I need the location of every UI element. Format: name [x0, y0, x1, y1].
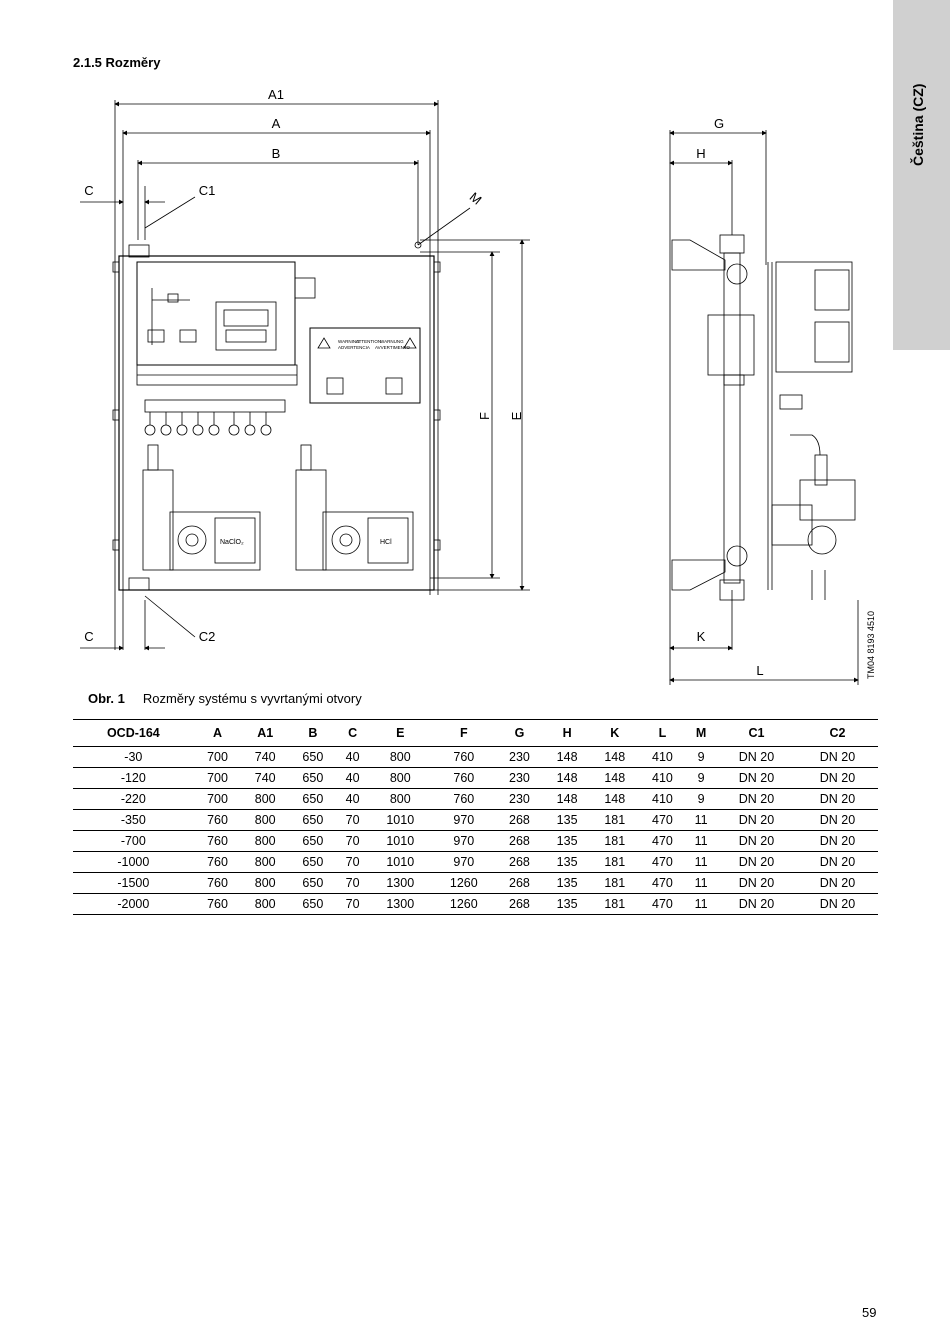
table-cell: 40: [337, 768, 369, 789]
table-row-model: -120: [73, 768, 194, 789]
panel-attention-text: ATTENTION: [356, 339, 382, 344]
table-cell: 181: [591, 873, 639, 894]
table-header-cell: OCD-164: [73, 720, 194, 747]
table-cell: 70: [337, 831, 369, 852]
table-cell: 970: [432, 810, 496, 831]
table-cell: DN 20: [716, 831, 797, 852]
dim-label-c2: C2: [198, 629, 216, 644]
table-cell: 9: [686, 789, 716, 810]
table-cell: 470: [639, 852, 687, 873]
table-header-cell: G: [496, 720, 544, 747]
table-cell: 70: [337, 894, 369, 915]
table-cell: DN 20: [797, 789, 878, 810]
table-cell: 148: [543, 768, 591, 789]
panel-warning-text: WARNING: [338, 339, 360, 344]
table-cell: 410: [639, 768, 687, 789]
table-cell: DN 20: [716, 789, 797, 810]
table-cell: 70: [337, 810, 369, 831]
table-cell: 181: [591, 852, 639, 873]
dim-label-e: E: [509, 411, 524, 421]
table-cell: 410: [639, 789, 687, 810]
table-header-cell: L: [639, 720, 687, 747]
table-cell: 230: [496, 789, 544, 810]
table-cell: 230: [496, 747, 544, 768]
table-header-cell: C1: [716, 720, 797, 747]
table-cell: 148: [591, 789, 639, 810]
language-tab-label: Čeština (CZ): [910, 83, 926, 167]
table-cell: 650: [289, 789, 337, 810]
table-row: [73, 747, 878, 768]
table-cell: DN 20: [716, 768, 797, 789]
table-cell: DN 20: [716, 852, 797, 873]
table-cell: DN 20: [797, 894, 878, 915]
table-row-model: -1000: [73, 852, 194, 873]
table-header-cell: C2: [797, 720, 878, 747]
panel-avvertimento-text: AVVERTIMENTO: [375, 345, 411, 350]
dim-label-c1: C1: [198, 183, 216, 198]
dim-label-a1: A1: [268, 87, 284, 102]
table-cell: 970: [432, 852, 496, 873]
table-row: [73, 768, 878, 789]
table-cell: 470: [639, 831, 687, 852]
table-cell: 148: [591, 747, 639, 768]
dim-label-m: M: [466, 189, 485, 208]
dim-label-g: G: [713, 116, 725, 131]
table-header-cell: F: [432, 720, 496, 747]
table-cell: 800: [368, 768, 432, 789]
table-cell: 11: [686, 810, 716, 831]
table-cell: 268: [496, 810, 544, 831]
table-cell: 70: [337, 852, 369, 873]
table-cell: 135: [543, 894, 591, 915]
table-cell: 700: [194, 768, 242, 789]
table-row: [73, 789, 878, 810]
table-cell: 410: [639, 747, 687, 768]
table-cell: 470: [639, 810, 687, 831]
table-row-model: -700: [73, 831, 194, 852]
table-header-cell: C: [337, 720, 369, 747]
table-cell: 11: [686, 852, 716, 873]
dim-label-f: F: [477, 412, 492, 420]
table-cell: DN 20: [797, 873, 878, 894]
figure-caption-text: Rozměry systému s vyvrtanými otvory: [142, 691, 362, 706]
table-cell: 800: [241, 894, 289, 915]
table-cell: DN 20: [797, 768, 878, 789]
table-row-model: -350: [73, 810, 194, 831]
table-header-cell: B: [289, 720, 337, 747]
dimensions-table: [73, 719, 878, 915]
table-cell: 268: [496, 852, 544, 873]
table-row-model: -220: [73, 789, 194, 810]
table-cell: DN 20: [797, 831, 878, 852]
table-cell: 11: [686, 831, 716, 852]
table-row: [73, 873, 878, 894]
table-cell: 135: [543, 831, 591, 852]
table-cell: DN 20: [716, 810, 797, 831]
table-body: [73, 747, 878, 915]
table-cell: 148: [543, 789, 591, 810]
table-row: [73, 852, 878, 873]
figure-number: Obr. 1: [88, 691, 125, 706]
table-cell: DN 20: [716, 873, 797, 894]
table-cell: 760: [194, 873, 242, 894]
table-cell: 11: [686, 894, 716, 915]
table-cell: 1010: [368, 852, 432, 873]
table-cell: 268: [496, 894, 544, 915]
table-header-cell: H: [543, 720, 591, 747]
table-cell: 230: [496, 768, 544, 789]
table-cell: 40: [337, 789, 369, 810]
table-cell: 181: [591, 831, 639, 852]
table-row-model: -1500: [73, 873, 194, 894]
table-cell: 800: [368, 789, 432, 810]
table-cell: 800: [241, 789, 289, 810]
drawing-reference-code: TM04 8193 4510: [866, 610, 876, 680]
table-cell: 650: [289, 810, 337, 831]
side-view: [670, 130, 858, 685]
table-cell: 70: [337, 873, 369, 894]
table-cell: 268: [496, 873, 544, 894]
table-cell: 760: [432, 747, 496, 768]
dim-label-c-top: C: [84, 183, 94, 198]
table-row: [73, 894, 878, 915]
table-header-row: [73, 720, 878, 747]
panel-warnung-text: WARNUNG: [380, 339, 404, 344]
table-cell: 700: [194, 789, 242, 810]
table-cell: DN 20: [797, 852, 878, 873]
table-header-cell: A1: [241, 720, 289, 747]
table-cell: 800: [241, 831, 289, 852]
table-cell: 800: [241, 852, 289, 873]
table-cell: 1260: [432, 873, 496, 894]
table-cell: 650: [289, 768, 337, 789]
figure-caption: [88, 691, 362, 706]
table-cell: 800: [368, 747, 432, 768]
table-cell: 135: [543, 873, 591, 894]
dim-label-a: A: [271, 116, 281, 131]
table-row-model: -30: [73, 747, 194, 768]
table-cell: 650: [289, 873, 337, 894]
table-cell: 181: [591, 810, 639, 831]
table-cell: 9: [686, 747, 716, 768]
table-cell: 1300: [368, 894, 432, 915]
table-cell: 181: [591, 894, 639, 915]
table-cell: 268: [496, 831, 544, 852]
page-number: 59: [862, 1305, 877, 1320]
table-cell: DN 20: [716, 894, 797, 915]
panel-advertencia-text: ADVERTENCIA: [338, 345, 370, 350]
table-cell: 11: [686, 873, 716, 894]
dim-label-l: L: [756, 663, 764, 678]
table-cell: 760: [194, 852, 242, 873]
table-cell: 148: [543, 747, 591, 768]
table-cell: 40: [337, 747, 369, 768]
table-header-cell: K: [591, 720, 639, 747]
pump-tag-hcl: HCl: [380, 539, 392, 546]
dim-label-k: K: [696, 629, 706, 644]
table-cell: 740: [241, 768, 289, 789]
table-header-cell: E: [368, 720, 432, 747]
table-cell: 800: [241, 873, 289, 894]
dim-label-b: B: [271, 146, 281, 161]
table-cell: 1300: [368, 873, 432, 894]
table-cell: DN 20: [716, 747, 797, 768]
table-cell: 650: [289, 894, 337, 915]
table-header-cell: M: [686, 720, 716, 747]
table-cell: 760: [194, 894, 242, 915]
table-cell: 1010: [368, 831, 432, 852]
table-header-cell: A: [194, 720, 242, 747]
table-cell: DN 20: [797, 747, 878, 768]
table-cell: 135: [543, 852, 591, 873]
table-cell: 1010: [368, 810, 432, 831]
table-cell: 148: [591, 768, 639, 789]
table-cell: 760: [194, 810, 242, 831]
pump-tag-naclo2: NaClO₂: [220, 539, 244, 546]
table-cell: 760: [194, 831, 242, 852]
table-row: [73, 831, 878, 852]
table-row: [73, 810, 878, 831]
table-cell: DN 20: [797, 810, 878, 831]
table-cell: 760: [432, 789, 496, 810]
table-cell: 470: [639, 873, 687, 894]
table-cell: 970: [432, 831, 496, 852]
dim-label-h: H: [696, 146, 706, 161]
section-heading: 2.1.5 Rozměry: [73, 55, 161, 70]
table-cell: 760: [432, 768, 496, 789]
table-cell: 800: [241, 810, 289, 831]
dim-label-c-bottom: C: [84, 629, 94, 644]
table-cell: 9: [686, 768, 716, 789]
table-cell: 135: [543, 810, 591, 831]
table-cell: 1260: [432, 894, 496, 915]
table-cell: 700: [194, 747, 242, 768]
table-cell: 470: [639, 894, 687, 915]
table-cell: 740: [241, 747, 289, 768]
table-cell: 650: [289, 852, 337, 873]
table-cell: 650: [289, 831, 337, 852]
table-cell: 650: [289, 747, 337, 768]
table-row-model: -2000: [73, 894, 194, 915]
front-view: [80, 100, 530, 650]
